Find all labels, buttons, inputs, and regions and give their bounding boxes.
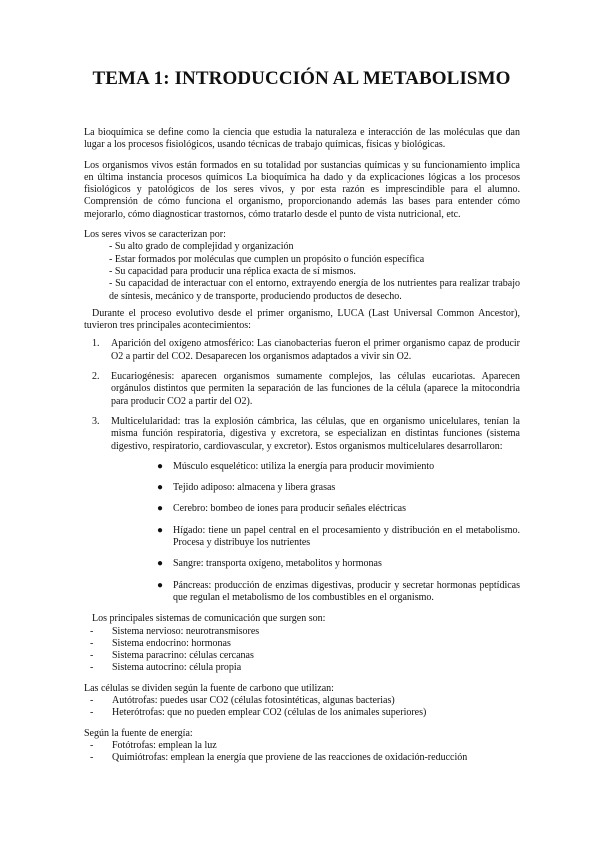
communication-item: - Sistema paracrino: células cercanas xyxy=(90,650,254,662)
event-text: Multicelularidad: tras la explosión cámbrica, las células, que en organismo unicelulares, tenían la misma función respiratoria, digestiva y excretora, se especializan en distintas funciones (sistema digestivo, respiratorio, cardiovascular, y excretor). Estos organismos multicelulares desarrollaron: xyxy=(111,415,520,452)
characteristic-item: - Su capacidad de interactuar con el entorno, extrayendo energía de los nutrientes para realizar trabajo de síntesis, mecánico y de transporte, produciendo productos de desecho. xyxy=(109,278,520,302)
carbon-item: - Autótrofas: puedes usar CO2 (células fotosintéticas, algunas bacterias) xyxy=(90,694,395,706)
event-number: 3. xyxy=(92,415,100,427)
bullet-icon: ● xyxy=(157,482,164,494)
communication-item: - Sistema nervioso: neurotransmisores xyxy=(90,625,260,637)
communication-item: - Sistema endocrino: hormonas xyxy=(90,637,231,649)
document-body xyxy=(84,127,520,764)
bullet-icon: ● xyxy=(157,524,164,536)
organ-item: ● Sangre: transporta oxígeno, metabolitos y hormonas xyxy=(157,558,382,570)
energy-item: - Fotótrofas: emplean la luz xyxy=(90,739,217,751)
event-number: 2. xyxy=(92,371,100,383)
dash-icon: - xyxy=(90,625,94,637)
page-title: TEMA 1: INTRODUCCIÓN AL METABOLISMO xyxy=(92,68,511,89)
organ-item: ● Músculo esquelético: utiliza la energía para producir movimiento xyxy=(157,460,435,472)
organ-item: ● Páncreas: producción de enzimas digestivas, producir y secretar hormonas peptídicas que regulan el metabolismo de los combustibles en el organismo. xyxy=(157,579,520,603)
energy-list xyxy=(84,740,520,765)
carbon-intro: Las células se dividen según la fuente de carbono que utilizan: xyxy=(84,682,334,694)
bullet-icon: ● xyxy=(157,579,164,591)
event-item xyxy=(84,416,520,604)
dash-icon: - xyxy=(90,637,94,649)
energy-intro: Según la fuente de energía: xyxy=(84,727,193,739)
event-item xyxy=(84,338,520,363)
event-number: 1. xyxy=(92,338,100,350)
organ-item: ● Hígado: tiene un papel central en el procesamiento y distribución en el metabolismo. Procesa y distribuye los nutrientes xyxy=(157,524,520,549)
carbon-item: - Heterótrofas: que no pueden emplear CO2 (células de los animales superiores) xyxy=(90,707,427,719)
carbon-list xyxy=(84,695,520,720)
communication-item: - Sistema autocrino: célula propia xyxy=(90,662,242,674)
paragraph-definition: La bioquímica se define como la ciencia que estudia la naturaleza e interacción de las moléculas que dan lugar a los procesos fisiológicos, usando técnicas de trabajo químicas, físicas y biológicas. xyxy=(84,127,520,151)
dash-icon: - xyxy=(90,707,94,719)
dash-icon: - xyxy=(90,662,94,674)
bullet-icon: ● xyxy=(157,460,164,472)
organ-item: ● Tejido adiposo: almacena y libera grasas xyxy=(157,482,336,494)
paragraph-organisms: Los organismos vivos están formados en su totalidad por sustancias químicas y su funcionamiento implica en última instancia procesos químicos La bioquímica ha dado y da explicaciones lógicas a los procesos fisiológicos y patológicos de los seres vivos, y por esta razón es imprescindible para el alumno. Comprensión de cómo funciona el organismo, proporcionando además las bases para entender cómo mejorarlo, cómo diagnosticar trastornos, cómo tratarlo desde el punto de vista nutricional, etc. xyxy=(84,159,520,220)
dash-icon: - xyxy=(90,694,94,706)
characteristic-item: - Estar formados por moléculas que cumplen un propósito o función específica xyxy=(109,253,425,265)
paragraph-characteristics-intro: Los seres vivos se caracterizan por: xyxy=(84,229,226,241)
bullet-icon: ● xyxy=(157,558,164,570)
event-text: Eucariogénesis: aparecen organismos sumamente complejos, las células eucariotas. Aparecen orgánulos distintos que permiten la separación de las funciones de la célula (aparece la mitocondria para producir CO2 a partir del O2). xyxy=(111,371,520,407)
bullet-icon: ● xyxy=(157,503,164,515)
dash-icon: - xyxy=(90,739,94,751)
dash-icon: - xyxy=(90,650,94,662)
energy-item: - Quimiótrofas: emplean la energía que proviene de las reacciones de oxidación-reducción xyxy=(90,752,468,764)
dash-icon: - xyxy=(90,752,94,764)
communication-list xyxy=(84,626,520,675)
organ-item: ● Cerebro: bombeo de iones para producir señales eléctricas xyxy=(157,503,406,515)
characteristic-item: - Su capacidad para producir una réplica exacta de sí mismos. xyxy=(109,265,356,277)
event-item xyxy=(84,371,520,408)
communication-intro: Los principales sistemas de comunicación que surgen son: xyxy=(92,613,326,625)
paragraph-evolution: Durante el proceso evolutivo desde el primer organismo, LUCA (Last Universal Common Ancestor), tuvieron tres principales acontecimientos: xyxy=(84,307,520,332)
events-list xyxy=(84,338,520,604)
characteristic-item: - Su alto grado de complejidad y organización xyxy=(109,241,294,253)
organs-list xyxy=(111,461,520,604)
event-text: Aparición del oxígeno atmosférico: Las cianobacterias fueron el primer organismo capaz de producir O2 a partir del CO2. Desaparecen los organismos adaptados a vivir sin O2. xyxy=(111,338,520,362)
